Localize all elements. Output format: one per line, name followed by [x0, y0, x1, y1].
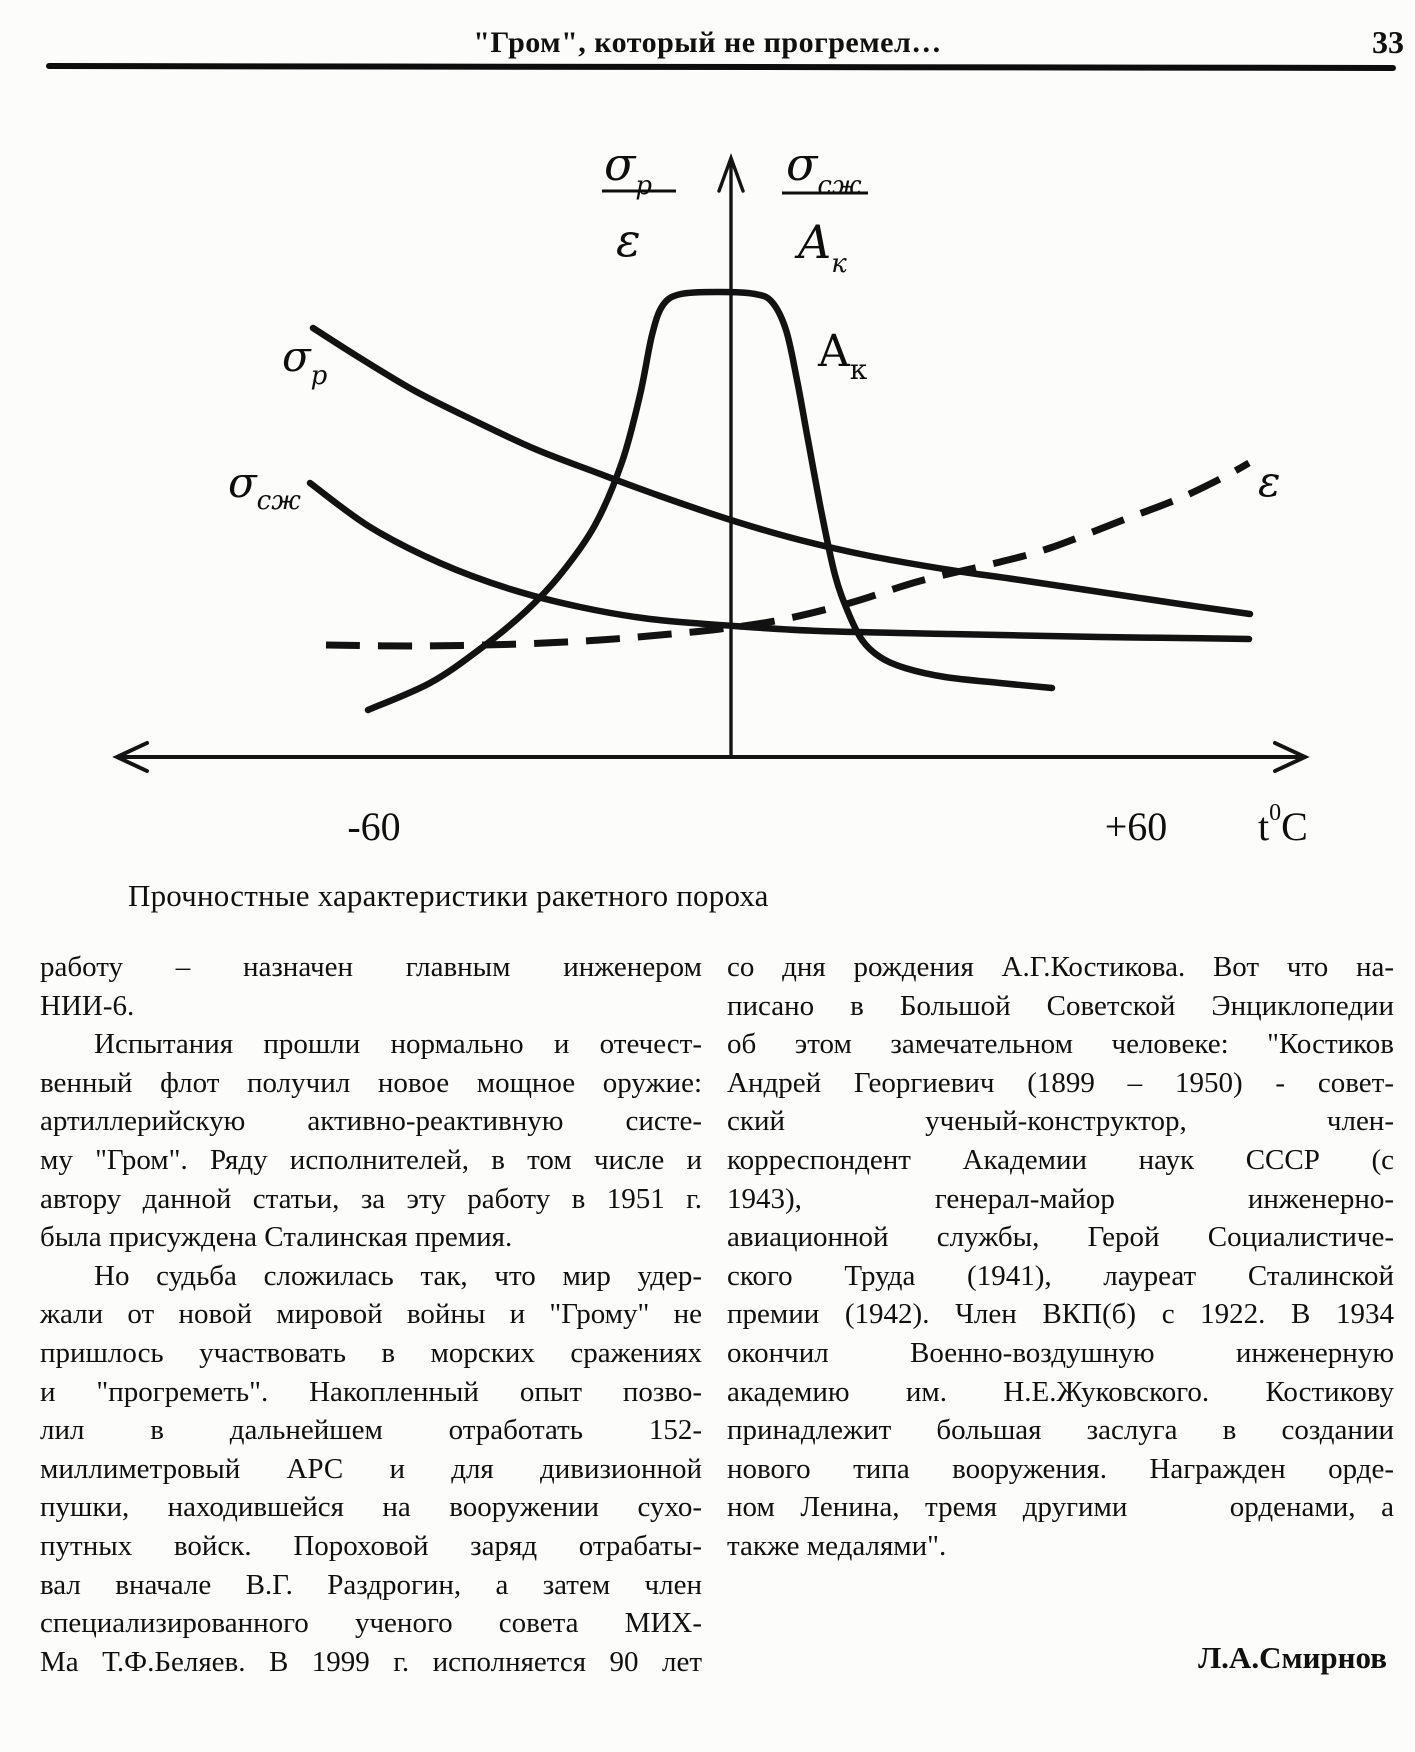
- curve-σсж: [310, 483, 1249, 639]
- text-line: миллиметровый АРС и для дивизионной: [40, 1452, 702, 1485]
- svg-text:ε: ε: [1258, 457, 1281, 506]
- svg-text:σсж: $\sigma_{сж}$: [228, 458, 301, 516]
- text-line: нового типа вооружения. Награжден орде-: [727, 1452, 1394, 1485]
- curve-label-a-k: [817, 326, 868, 386]
- page-number: 33: [1372, 24, 1404, 60]
- text-line: академию им. Н.Е.Жуковского. Костикову: [727, 1375, 1394, 1408]
- text-line: премии (1942). Член ВКП(б) с 1922. В 1934: [727, 1298, 1394, 1331]
- figure-caption: Прочностные характеристики ракетного пороха: [128, 878, 769, 913]
- text-line: Испытания прошли нормально и отечест-: [94, 1028, 702, 1061]
- text-line: Но судьба сложилась так, что мир удер-: [94, 1259, 702, 1292]
- text-line: ном Ленина, тремя другими орденами, а: [727, 1491, 1394, 1524]
- text-line: со дня рождения А.Г.Костикова. Вот что на-: [727, 951, 1394, 983]
- text-line: му "Гром". Ряду исполнителей, в том числе и: [40, 1143, 702, 1176]
- text-line: автору данной статьи, за эту работу в 1951 г.: [40, 1182, 702, 1215]
- text-line: Андрей Георгиевич (1899 – 1950) - совет-: [727, 1066, 1394, 1099]
- text-line: пушки, находившейся на вооружении сухо-: [40, 1491, 702, 1524]
- svg-text:Aк: $A_к$: [798, 215, 847, 279]
- text-line: артиллерийскую активно-реактивную систе-: [40, 1105, 702, 1138]
- left-text-column: [40, 948, 702, 1681]
- svg-text:σp: $\sigma_p$: [604, 137, 653, 201]
- page-header-title: "Гром", который не прогремел…: [473, 26, 942, 59]
- header-rule: [46, 63, 1396, 71]
- text-line: авиационной службы, Герой Социалистиче-: [727, 1221, 1394, 1254]
- text-line: специализированного ученого совета МИХ-: [40, 1607, 702, 1640]
- text-line: также медалями".: [727, 1529, 947, 1562]
- curve-label-epsilon: [1258, 457, 1281, 506]
- x-axis-unit-label: $t^0C$: [1258, 800, 1308, 849]
- text-line: окончил Военно-воздушную инженерную: [727, 1336, 1394, 1369]
- text-line: 1943), генерал-майор инженерно-: [727, 1182, 1394, 1215]
- text-line: принадлежит большая заслуга в создании: [727, 1414, 1394, 1447]
- text-line: путных войск. Пороховой заряд отрабаты-: [40, 1529, 702, 1562]
- text-line: работу – назначен главным инженером: [40, 951, 702, 983]
- y-axis-label-right: [782, 137, 868, 279]
- text-line: корреспондент Академии наук СССР (с: [727, 1143, 1394, 1176]
- text-line: НИИ-6.: [40, 989, 135, 1022]
- curve-label-sigma-compress: [228, 458, 301, 516]
- svg-text:σсж: $\sigma_{сж}$: [786, 137, 862, 201]
- text-line: венный флот получил новое мощное оружие:: [40, 1066, 702, 1099]
- svg-text:Aк: $A_к$: [818, 326, 868, 386]
- svg-text:σp: $\sigma_p$: [282, 332, 328, 391]
- curve-ε: [326, 463, 1249, 646]
- text-line: жали от новой мировой войны и "Грому" не: [40, 1298, 702, 1331]
- curves-group: [310, 292, 1250, 710]
- y-axis-label-left: [602, 137, 676, 267]
- curve-Aк: [368, 292, 1052, 710]
- text-line: об этом замечательном человеке: "Костиков: [727, 1028, 1394, 1061]
- strength-characteristics-chart: [0, 100, 1415, 890]
- text-line: и "прогреметь". Накопленный опыт позво-: [40, 1375, 702, 1408]
- text-line: лил в дальнейшем отработать 152-: [40, 1414, 702, 1447]
- text-line: ского Труда (1941), лауреат Сталинской: [727, 1259, 1394, 1292]
- text-line: вал вначале В.Г. Раздрогин, а затем член: [40, 1568, 702, 1601]
- text-line: Ма Т.Ф.Беляев. В 1999 г. исполняется 90 лет: [40, 1645, 702, 1678]
- right-text-column: [727, 948, 1394, 1566]
- text-line: ский ученый-конструктор, член-: [727, 1105, 1394, 1138]
- author-signature: Л.А.Смирнов: [1198, 1640, 1387, 1675]
- text-line: писано в Большой Советской Энциклопедии: [727, 989, 1394, 1022]
- x-tick-plus-60: +60: [1104, 804, 1168, 849]
- svg-text:ε: ε: [616, 213, 641, 267]
- text-line: пришлось участвовать в морских сражениях: [40, 1336, 702, 1369]
- x-tick-minus-60: -60: [347, 804, 401, 849]
- curve-label-sigma-p: [282, 332, 328, 391]
- text-line: была присуждена Сталинская премия.: [40, 1221, 513, 1254]
